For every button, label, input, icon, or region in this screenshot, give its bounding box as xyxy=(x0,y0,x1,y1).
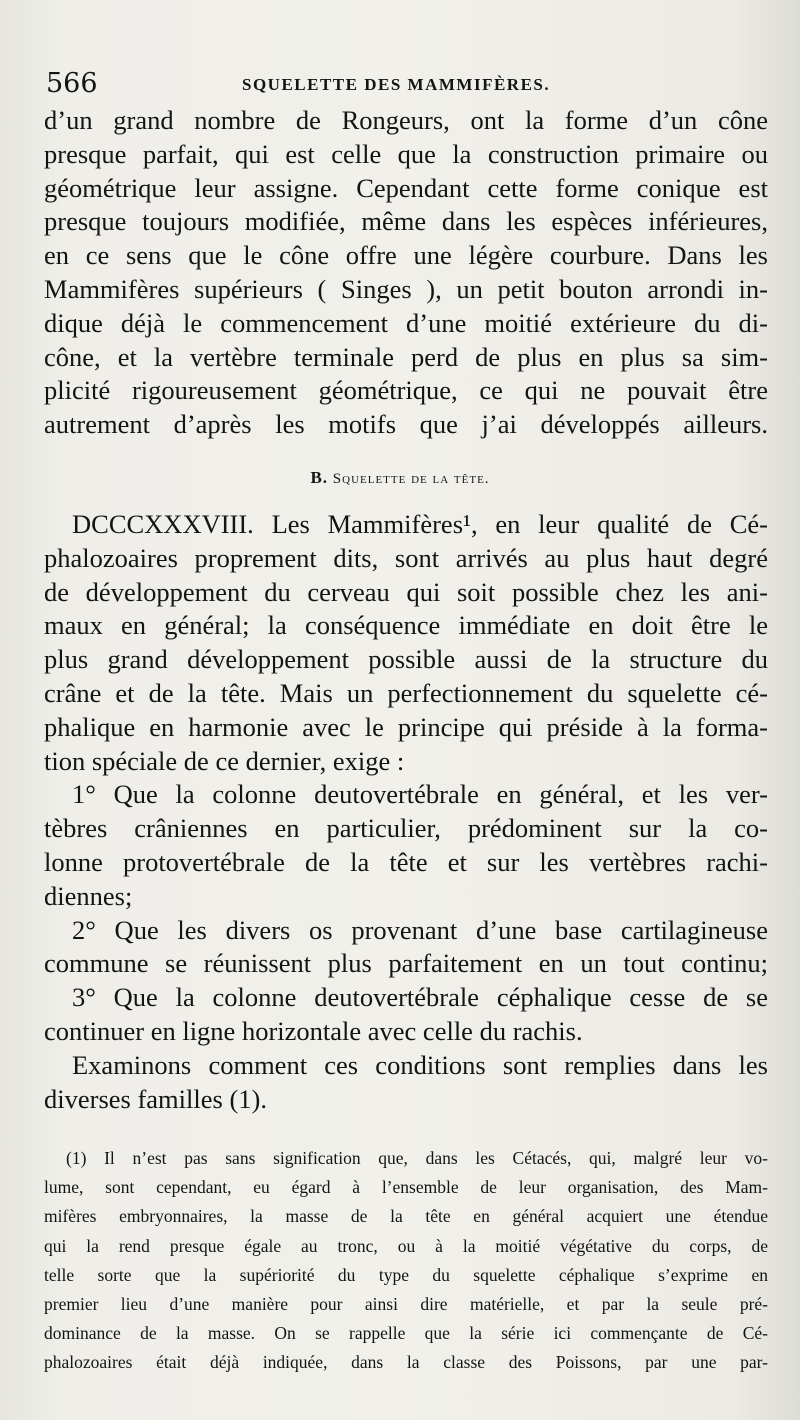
running-title: SQUELETTE DES MAMMIFÈRES. xyxy=(242,75,551,94)
text-line: DCCCXXXVIII. Les Mammifères¹, en leur qualité de Cé- xyxy=(72,509,768,539)
text-line: de développement du cerveau qui soit possible chez les ani- xyxy=(44,576,768,607)
text-line: phalique en harmonie avec le principe qui préside à la forma- xyxy=(44,711,768,742)
page-number: 566 xyxy=(46,68,98,99)
text-line: plus grand développement possible aussi de la structure du xyxy=(44,644,768,675)
text-line: presque toujours modifiée, même dans les espèces inférieures, xyxy=(44,206,768,237)
footnote-line: lume, sont cependant, eu égard à l’ensemble de leur organisation, des Mam- xyxy=(44,1177,768,1198)
paragraph-1 xyxy=(44,104,768,442)
footnote-line: (1) Il n’est pas sans signification que, dans les Cétacés, qui, malgré leur vo- xyxy=(66,1148,768,1168)
text-line: phalozoaires proprement dits, sont arrivés au plus haut degré xyxy=(44,542,768,573)
text-line: d’un grand nombre de Rongeurs, ont la forme d’un cône xyxy=(44,105,768,135)
text-line: plicité rigoureusement géométrique, ce qui ne pouvait être xyxy=(44,375,768,406)
text-line: presque parfait, qui est celle que la construction primaire ou xyxy=(44,138,768,169)
text-line: 1° Que la colonne deutovertébrale en général, et les ver- xyxy=(72,779,768,810)
section-heading xyxy=(0,468,800,488)
text-line: Mammifères supérieurs ( Singes ), un petit bouton arrondi in- xyxy=(44,273,768,304)
footnote xyxy=(44,1144,768,1378)
text-line: lonne protovertébrale de la tête et sur les vertèbres rachi- xyxy=(44,846,768,877)
section-title: Squelette de la tête. xyxy=(332,471,490,487)
text-line: maux en général; la conséquence immédiate en doit être le xyxy=(44,610,768,641)
text-line: géométrique leur assigne. Cependant cette forme conique est xyxy=(44,172,768,203)
text-line: cône, et la vertèbre terminale perd de plus en plus sa sim- xyxy=(44,341,768,372)
text-line: en ce sens que le cône offre une légère courbure. Dans les xyxy=(44,240,768,271)
text-line: tèbres crâniennes en particulier, prédominent sur la co- xyxy=(44,813,768,844)
text-line: dique déjà le commencement d’une moitié extérieure du di- xyxy=(44,307,768,338)
footnote-line: telle sorte que la supériorité du type du squelette céphalique s’exprime en xyxy=(44,1264,768,1285)
text-line: autrement d’après les motifs que j’ai développés ailleurs. xyxy=(44,409,768,440)
text-line: 3° Que la colonne deutovertébrale céphalique cesse de se xyxy=(72,982,768,1013)
text-line: diverses familles (1). xyxy=(44,1083,267,1114)
text-line: diennes; xyxy=(44,880,133,911)
paragraph-2 xyxy=(44,508,768,1116)
footnote-line: dominance de la masse. On se rappelle que la série ici commençante de Cé- xyxy=(44,1323,768,1344)
footnote-line: qui la rend presque égale au tronc, ou à la moitié végétative du corps, de xyxy=(44,1235,768,1256)
text-line: tion spéciale de ce dernier, exige : xyxy=(44,745,405,776)
footnote-line: premier lieu d’une manière pour ainsi dire matérielle, et par la seule pré- xyxy=(44,1293,768,1314)
page-header xyxy=(46,68,766,100)
text-line: 2° Que les divers os provenant d’une base cartilagineuse xyxy=(72,914,768,945)
footnote-line: mifères embryonnaires, la masse de la tête en général acquiert une étendue xyxy=(44,1206,768,1227)
section-letter: B. xyxy=(310,468,329,487)
text-line: crâne et de la tête. Mais un perfectionnement du squelette cé- xyxy=(44,677,768,708)
text-line: Examinons comment ces conditions sont remplies dans les xyxy=(72,1049,768,1080)
text-line: commune se réunissent plus parfaitement en un tout continu; xyxy=(44,948,768,979)
text-line: continuer en ligne horizontale avec celle du rachis. xyxy=(44,1015,583,1046)
footnote-line: phalozoaires était déjà indiquée, dans la classe des Poissons, par une par- xyxy=(44,1352,768,1373)
